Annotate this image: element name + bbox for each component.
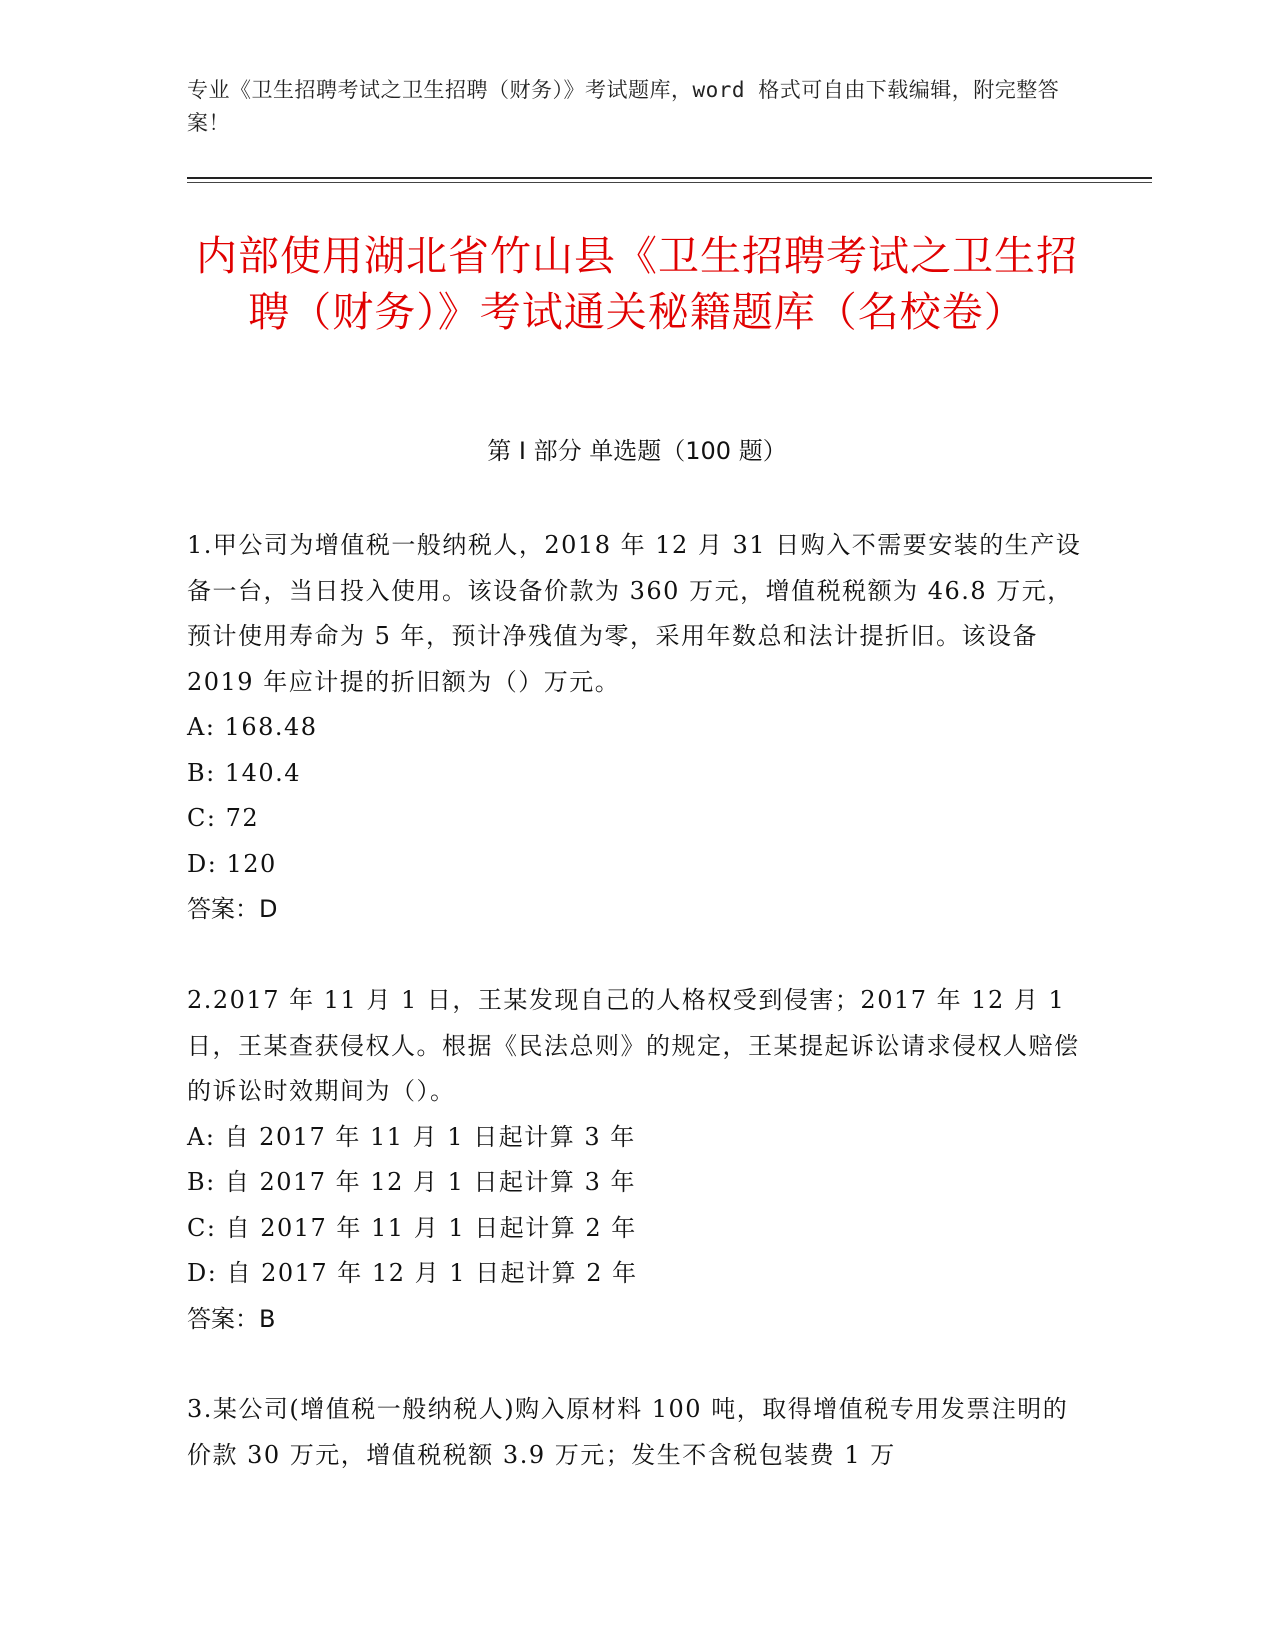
option-d: D: 自 2017 年 12 月 1 日起计算 2 年 [187, 1259, 638, 1287]
question-3 [187, 1387, 1087, 1478]
header-divider-thick [187, 177, 1152, 179]
header-divider-thin [187, 182, 1152, 183]
section-heading: 第 I 部分 单选题（100 题） [487, 437, 787, 465]
question-2 [187, 978, 1087, 1342]
answer: 答案：B [187, 1304, 276, 1333]
option-b: B: 自 2017 年 12 月 1 日起计算 3 年 [187, 1168, 637, 1196]
answer: 答案：D [187, 895, 278, 923]
header-note: 专业《卫生招聘考试之卫生招聘（财务）》考试题库，word 格式可自由下载编辑，附完整答案！ [187, 78, 1060, 135]
document-title: 内部使用湖北省竹山县《卫生招聘考试之卫生招聘（财务）》考试通关秘籍题库（名校卷） [196, 232, 1078, 336]
question-text: 1.甲公司为增值税一般纳税人，2018 年 12 月 31 日购入不需要安装的生产设备一台，当日投入使用。该设备价款为 360 万元，增值税税额为 46.8 万元，预计使用寿命为 5 年，预计净残值为零，采用年数总和法计提折旧。该设备 2019 年应计提的折旧额为（）万元。 [187, 531, 1082, 696]
question-1 [187, 523, 1087, 933]
option-c: C: 自 2017 年 11 月 1 日起计算 2 年 [187, 1213, 637, 1242]
question-text: 3.某公司(增值税一般纳税人)购入原材料 100 吨，取得增值税专用发票注明的价款 30 万元，增值税税额 3.9 万元；发生不含税包装费 1 万 [187, 1395, 1069, 1469]
option-a: A: 168.48 [187, 713, 318, 741]
option-d: D: 120 [187, 849, 277, 878]
question-text: 2.2017 年 11 月 1 日，王某发现自己的人格权受到侵害；2017 年 12 月 1 日，王某查获侵权人。根据《民法总则》的规定，王某提起诉讼请求侵权人赔偿的诉讼时效期间为（）。 [187, 986, 1080, 1105]
option-a: A: 自 2017 年 11 月 1 日起计算 3 年 [187, 1122, 636, 1151]
option-b: B: 140.4 [187, 758, 302, 787]
option-c: C: 72 [187, 804, 260, 832]
